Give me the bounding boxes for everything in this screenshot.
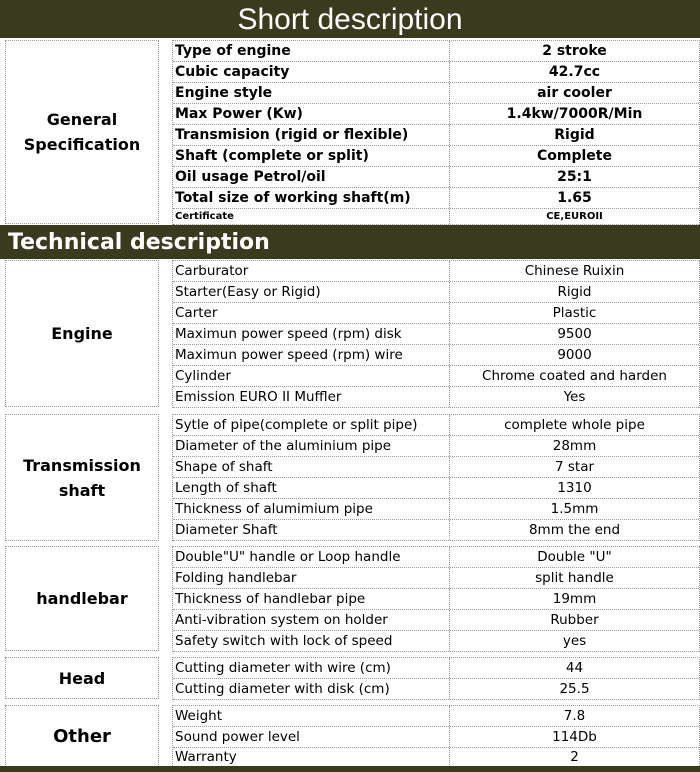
spec-row bbox=[173, 568, 699, 589]
spec-value: 9000 bbox=[557, 347, 592, 363]
spec-label: Carter bbox=[173, 303, 450, 323]
spec-value: air cooler bbox=[537, 85, 612, 101]
spec-row bbox=[173, 631, 699, 652]
spec-row bbox=[173, 457, 699, 478]
spec-row bbox=[173, 478, 699, 499]
spec-value: 1.4kw/7000R/Min bbox=[506, 106, 643, 122]
spec-value: 2 stroke bbox=[542, 43, 607, 59]
spec-label: Sytle of pipe(complete or split pipe) bbox=[173, 415, 450, 435]
spec-label: Maximun power speed (rpm) wire bbox=[173, 345, 450, 365]
spec-value: Plastic bbox=[552, 305, 597, 321]
section-head bbox=[5, 657, 700, 699]
spec-value: 44 bbox=[565, 660, 584, 676]
spec-label: Safety switch with lock of speed bbox=[173, 631, 450, 651]
spec-row bbox=[173, 520, 699, 541]
spec-label: Diameter Shaft bbox=[173, 520, 450, 540]
bottom-bar bbox=[0, 766, 700, 772]
spec-value: Double "U" bbox=[537, 549, 612, 565]
spec-row bbox=[173, 727, 699, 748]
spec-row bbox=[173, 387, 699, 408]
spec-label: Weight bbox=[173, 706, 450, 726]
spec-value: complete whole pipe bbox=[504, 417, 645, 433]
spec-label: Thickness of alumimium pipe bbox=[173, 499, 450, 519]
section-engine bbox=[5, 260, 700, 407]
spec-label: Starter(Easy or Rigid) bbox=[173, 282, 450, 302]
spec-value: 2 bbox=[570, 749, 579, 765]
spec-row bbox=[173, 748, 699, 768]
section-general bbox=[5, 40, 700, 224]
spec-row bbox=[173, 345, 699, 366]
spec-label: Diameter of the aluminium pipe bbox=[173, 436, 450, 456]
spec-value: Rigid bbox=[557, 284, 592, 300]
rows-other bbox=[172, 705, 700, 768]
spec-row bbox=[173, 104, 699, 125]
spec-row bbox=[173, 188, 699, 209]
spec-row bbox=[173, 83, 699, 104]
spec-label: Certificate bbox=[173, 209, 450, 224]
spec-value: yes bbox=[562, 633, 587, 649]
spec-row bbox=[173, 62, 699, 83]
spec-row bbox=[173, 589, 699, 610]
spec-row bbox=[173, 261, 699, 282]
spec-label: Emission EURO II Muffler bbox=[173, 387, 450, 407]
title-banner bbox=[0, 0, 700, 38]
section-heading: Technical description bbox=[8, 230, 270, 255]
spec-value: 42.7cc bbox=[548, 64, 601, 80]
spec-label: Shaft (complete or split) bbox=[173, 146, 450, 166]
spec-label: Folding handlebar bbox=[173, 568, 450, 588]
spec-label: Max Power (Kw) bbox=[173, 104, 450, 124]
spec-label: Type of engine bbox=[173, 41, 450, 61]
spec-value: 1.65 bbox=[557, 190, 592, 206]
spec-label: Cutting diameter with disk (cm) bbox=[173, 679, 450, 699]
spec-row bbox=[173, 610, 699, 631]
spec-label: Shape of shaft bbox=[173, 457, 450, 477]
spec-row bbox=[173, 499, 699, 520]
spec-row bbox=[173, 282, 699, 303]
spec-row bbox=[173, 303, 699, 324]
technical-banner bbox=[0, 225, 700, 259]
spec-value: Chrome coated and harden bbox=[482, 368, 667, 384]
spec-value: 1310 bbox=[557, 480, 592, 496]
group-label-handlebar: handlebar bbox=[5, 546, 159, 651]
spec-value: Rubber bbox=[550, 612, 599, 628]
spec-row bbox=[173, 125, 699, 146]
rows-handlebar bbox=[172, 546, 700, 652]
spec-value: CE,EUROII bbox=[546, 211, 603, 222]
spec-row bbox=[173, 366, 699, 387]
spec-value: 7 star bbox=[554, 459, 595, 475]
spec-label: Length of shaft bbox=[173, 478, 450, 498]
spec-row bbox=[173, 415, 699, 436]
spec-label: Cylinder bbox=[173, 366, 450, 386]
spec-value: split handle bbox=[535, 570, 614, 586]
spec-row bbox=[173, 41, 699, 62]
spec-value: Complete bbox=[537, 148, 612, 164]
spec-row bbox=[173, 324, 699, 345]
rows-head bbox=[172, 657, 700, 700]
spec-row bbox=[173, 146, 699, 167]
section-handlebar bbox=[5, 546, 700, 651]
group-label-engine: Engine bbox=[5, 260, 159, 407]
spec-row bbox=[173, 209, 699, 225]
spec-label: Cubic capacity bbox=[173, 62, 450, 82]
spec-label: Double"U" handle or Loop handle bbox=[173, 547, 450, 567]
section-transmission bbox=[5, 414, 700, 541]
spec-row bbox=[173, 547, 699, 568]
rows-transmission bbox=[172, 414, 700, 541]
spec-row bbox=[173, 436, 699, 457]
spec-label: Thickness of handlebar pipe bbox=[173, 589, 450, 609]
spec-value: 25:1 bbox=[557, 169, 592, 185]
spec-value: Yes bbox=[563, 389, 586, 405]
page-title: Short description bbox=[237, 3, 463, 36]
spec-label: Sound power level bbox=[173, 727, 450, 747]
section-other bbox=[5, 705, 700, 767]
spec-value: 1.5mm bbox=[550, 501, 599, 517]
spec-row bbox=[173, 658, 699, 679]
spec-label: Engine style bbox=[173, 83, 450, 103]
rows-general bbox=[172, 40, 700, 225]
spec-label: Warranty bbox=[173, 748, 450, 767]
spec-label: Anti-vibration system on holder bbox=[173, 610, 450, 630]
spec-label: Oil usage Petrol/oil bbox=[173, 167, 450, 187]
spec-value: 114Db bbox=[552, 729, 597, 745]
spec-value: 25.5 bbox=[559, 681, 590, 697]
spec-value: Chinese Ruixin bbox=[524, 263, 625, 279]
spec-label: Cutting diameter with wire (cm) bbox=[173, 658, 450, 678]
spec-row bbox=[173, 167, 699, 188]
spec-value: 8mm the end bbox=[528, 522, 621, 538]
group-label-transmission: Transmission shaft bbox=[5, 414, 159, 541]
spec-value: 7.8 bbox=[563, 708, 586, 724]
spec-label: Carburator bbox=[173, 261, 450, 281]
spec-row bbox=[173, 679, 699, 700]
spec-label: Maximun power speed (rpm) disk bbox=[173, 324, 450, 344]
spec-value: 28mm bbox=[552, 438, 597, 454]
spec-value: 9500 bbox=[557, 326, 592, 342]
spec-label: Total size of working shaft(m) bbox=[173, 188, 450, 208]
group-label-general: General Specification bbox=[5, 40, 159, 224]
group-label-other: Other bbox=[5, 705, 159, 767]
spec-row bbox=[173, 706, 699, 727]
spec-label: Transmision (rigid or flexible) bbox=[173, 125, 450, 145]
rows-engine bbox=[172, 260, 700, 408]
group-label-head: Head bbox=[5, 657, 159, 699]
spec-value: Rigid bbox=[554, 127, 595, 143]
spec-value: 19mm bbox=[552, 591, 597, 607]
